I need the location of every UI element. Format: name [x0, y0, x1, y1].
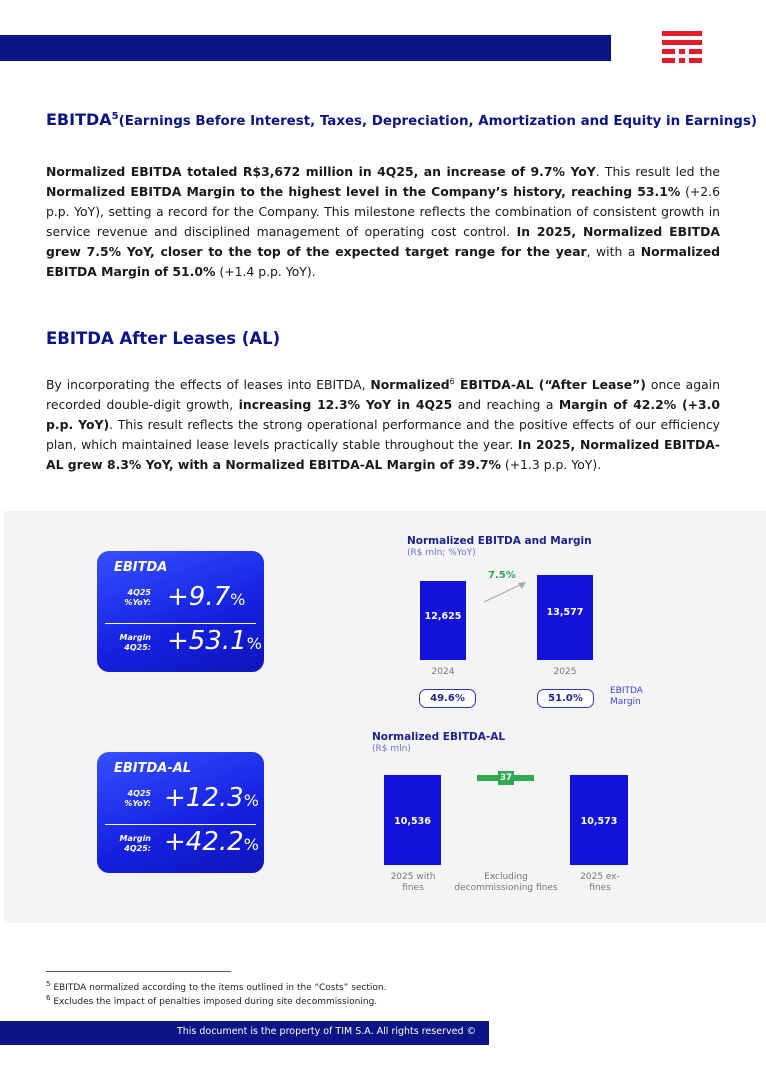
- chart1-bar-label-2024: 12,625: [424, 610, 462, 622]
- paragraph-run: Normalized: [370, 377, 450, 393]
- paragraph-run: Margin of 42.2% (+3.0 p.p. YoY): [46, 397, 720, 433]
- footnote-divider: [46, 971, 231, 972]
- ebitda-paragraph: [46, 162, 720, 282]
- chart1-title: Normalized EBITDA and Margin: [407, 535, 592, 547]
- card-title: EBITDA: [114, 560, 168, 575]
- chart2-x-label-excluding: Excluding decommissioning fines: [454, 872, 558, 893]
- chart2-x-label-ex-fines: 2025 ex-fines: [580, 872, 620, 893]
- growth-arrow-icon: [480, 580, 530, 606]
- chart1-subtitle: (R$ mln; %YoY): [407, 548, 476, 558]
- card-title: EBITDA-AL: [114, 761, 192, 776]
- paragraph-run: 6: [449, 377, 455, 386]
- paragraph-run: Normalized EBITDA totaled R$3,672 million in 4Q25, an increase of 9.7% YoY: [46, 164, 596, 179]
- ebitda-card: [97, 551, 264, 672]
- chart2-x-label-with-fines: 2025 with fines: [390, 872, 436, 893]
- card-yoy-row: [107, 582, 257, 620]
- chart2-bar-label-ex-fines: 10,573: [580, 815, 618, 827]
- header-bar: [0, 35, 611, 61]
- paragraph-run: In 2025, Normalized EBITDA grew 7.5% YoY, closer to the top of the expected target range for the year: [46, 224, 721, 259]
- section-title-ebitda: EBITDA$^5$(Earnings Before Interest, Taxes, Depreciation, Amortization and Equity in Earnings): [46, 110, 757, 129]
- footer-bar: [0, 1021, 489, 1045]
- card-yoy-row: [107, 783, 259, 821]
- paragraph-run: . This result reflects the strong operational performance and the positive effects of our efficiency plan, which maintained lease levels practically stable throughout the year.: [46, 417, 720, 453]
- card-margin-row: [107, 626, 262, 665]
- paragraph-run: (+1.4 p.p. YoY).: [215, 264, 316, 279]
- card-divider: [105, 824, 256, 825]
- footer-text: This document is the property of TIM S.A. All rights reserved ©: [176, 1026, 476, 1037]
- paragraph-run: In 2025, Normalized EBITDA-AL grew 8.3% YoY, with a Normalized EBITDA-AL Margin of 39.7%: [46, 437, 720, 473]
- card-margin-label: Margin 4Q25:: [119, 834, 151, 853]
- card-yoy-label: 4Q25 %YoY:: [124, 588, 151, 607]
- paragraph-run: (+1.3 p.p. YoY).: [500, 457, 602, 473]
- section-title-ebitda-al: EBITDA After Leases (AL): [46, 329, 281, 348]
- chart1-growth-label: 7.5%: [488, 570, 516, 581]
- chart1-x-label-2025: 2025: [553, 667, 577, 677]
- ebitda-al-paragraph: [46, 372, 720, 475]
- chart2-title: Normalized EBITDA-AL: [372, 731, 506, 743]
- margin-badge-2024: 49.6%: [419, 689, 476, 708]
- paragraph-run: , with a: [586, 244, 641, 259]
- card-margin-value: +42.2%: [164, 827, 259, 857]
- footnote-5: $^5$ EBITDA normalized according to the items outlined in the “Costs” section.: [46, 980, 387, 993]
- chart2-bar-label-with-fines: 10,536: [394, 815, 431, 827]
- card-yoy-value: +12.3%: [164, 783, 259, 813]
- paragraph-run: . This result led the: [595, 164, 720, 179]
- paragraph-run: (+2.6 p.p. YoY), setting a record for the Company. This milestone reflects the combination of consistent growth in service revenue and disciplined management of operating cost control.: [46, 184, 720, 239]
- card-divider: [105, 623, 256, 624]
- paragraph-run: EBITDA-AL (“After Lease”): [454, 377, 646, 393]
- tim-logo: [662, 31, 702, 65]
- card-margin-label: Margin 4Q25:: [119, 633, 151, 652]
- margin-badge-2025: 51.0%: [537, 689, 594, 708]
- paragraph-run: Normalized EBITDA Margin of 51.0%: [46, 244, 720, 279]
- paragraph-run: and reaching a: [452, 397, 559, 413]
- paragraph-run: increasing 12.3% YoY in 4Q25: [238, 397, 453, 413]
- chart1-x-label-2024: 2024: [431, 667, 455, 677]
- chart2-subtitle: (R$ mln): [372, 744, 411, 754]
- card-margin-row: [107, 827, 259, 866]
- chart1-bar-label-2025: 13,577: [546, 607, 584, 619]
- footnote-6: $^6$ Excludes the impact of penalties imposed during site decommissioning.: [46, 994, 378, 1007]
- paragraph-run: Normalized EBITDA Margin to the highest level in the Company’s history, reaching 53.1%: [46, 184, 681, 199]
- ebitda-al-card: [97, 752, 264, 873]
- card-margin-value: +53.1%: [167, 626, 262, 656]
- paragraph-run: By incorporating the effects of leases into EBITDA,: [46, 377, 371, 393]
- card-yoy-value: +9.7%: [167, 582, 246, 612]
- card-yoy-label: 4Q25 %YoY:: [124, 789, 151, 808]
- chart2-delta-label: 37: [498, 771, 514, 785]
- margin-legend: EBITDA Margin: [610, 686, 643, 707]
- paragraph-run: once again recorded double-digit growth,: [46, 377, 720, 413]
